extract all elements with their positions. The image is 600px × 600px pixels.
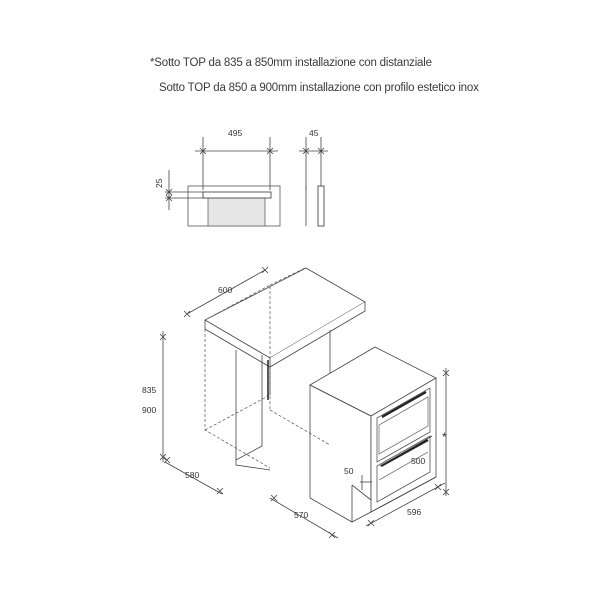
label-25: 25 [154,178,164,188]
label-580: 580 [185,470,200,480]
label-495: 495 [228,128,243,138]
dimension-50 [360,475,372,490]
label-45: 45 [309,128,319,138]
label-asterisk: * [442,430,447,444]
label-600: 600 [218,285,233,295]
label-900: 900 [142,405,157,415]
label-835: 835 [142,385,157,395]
dimension-835-900 [160,331,166,462]
label-596: 596 [407,507,422,517]
installation-note-850-900: Sotto TOP da 850 a 900mm installazione con profilo estetico inox [159,82,479,94]
appliance-drawers [310,347,436,522]
installation-note-835-850: *Sotto TOP da 835 a 850mm installazione con distanziale [150,57,432,69]
detail-front-profile [299,137,328,226]
detail-side-view [165,137,280,226]
label-500: 500 [411,456,426,466]
label-50: 50 [344,466,354,476]
label-570: 570 [294,510,309,520]
